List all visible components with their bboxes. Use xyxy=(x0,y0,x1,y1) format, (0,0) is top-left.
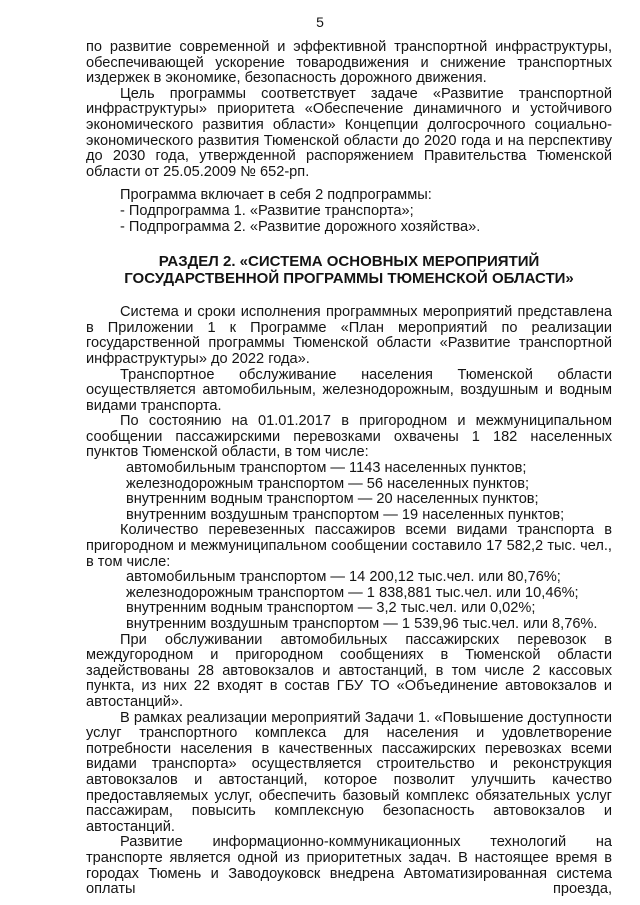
subprogram-item: - Подпрограмма 1. «Развитие транспорта»; xyxy=(120,202,414,219)
subprogram-item: - Подпрограмма 2. «Развитие дорожного хозяйства». xyxy=(120,218,481,235)
page-number: 5 xyxy=(316,14,324,30)
passengers-item: автомобильным транспортом — 14 200,12 тыс.чел. или 80,76%; xyxy=(126,569,561,586)
task1-paragraph: В рамках реализации мероприятий Задачи 1. «Повышение доступности услуг транспортного комплекса для населения и удовлетворение потребности населения в качественных пассажирских перевозках всеми видами транспорта» осуществляется строительство и реконструкция автовокзалов и автостанций, которое позволит улучшить качество предоставляемых услуг, обеспечить базовый комплекс обязательных услуг пассажирам, повысить комплексную безопасность автовокзалов и автостанций. xyxy=(86,709,612,835)
coverage-item: внутренним водным транспортом — 20 населенных пунктов; xyxy=(126,491,539,508)
section-title-line: РАЗДЕЛ 2. «СИСТЕМА ОСНОВНЫХ МЕРОПРИЯТИЙ xyxy=(158,253,540,271)
coverage-item: внутренним воздушным транспортом — 19 населенных пунктов; xyxy=(126,506,565,523)
it-paragraph: Развитие информационно-коммуникационных технологий на транспорте является одной из приоритетных задач. В настоящее время в городах Тюмень и Заводоуковск внедрена Автоматизированная система оплаты проезда, xyxy=(86,834,612,898)
goal-paragraph: Цель программы соответствует задаче «Развитие транспортной инфраструктуры» приоритета «Обеспечение динамичного и устойчивого экономического развития области» Концепции долгосрочного социально-экономического развития Тюменской области до 2020 года и на перспективу до 2030 года, утвержденной распоряжением Правительства Тюменской области от 25.05.2009 № 652-рп. xyxy=(86,85,612,180)
document-body xyxy=(86,40,612,898)
intro-paragraph: по развитие современной и эффективной транспортной инфраструктуры, обеспечивающей ускорение товародвижения и снижение транспортных издержек в экономике, безопасность дорожного движения. xyxy=(86,39,612,87)
subprograms-intro: Программа включает в себя 2 подпрограммы: xyxy=(120,187,432,204)
transport-service-paragraph: Транспортное обслуживание населения Тюменской области осуществляется автомобильным, железнодорожным, воздушным и водным видами транспорта. xyxy=(86,366,612,414)
coverage-item: железнодорожным транспортом — 56 населенных пунктов; xyxy=(126,475,530,492)
passengers-item: внутренним водным транспортом — 3,2 тыс.чел. или 0,02%; xyxy=(126,600,536,617)
system-paragraph: Система и сроки исполнения программных мероприятий представлена в Приложении 1 к Программе «План мероприятий по реализации государственной программы Тюменской области «Развитие транспортной инфраструктуры» до 2022 года». xyxy=(86,304,612,367)
passengers-item: внутренним воздушным транспортом — 1 539,96 тыс.чел. или 8,76%. xyxy=(126,616,598,632)
coverage-paragraph: По состоянию на 01.01.2017 в пригородном и межмуниципальном сообщении пассажирскими перевозками охвачены 1 182 населенных пунктов Тюменской области, в том числе: xyxy=(86,413,612,461)
stations-paragraph: При обслуживании автомобильных пассажирских перевозок в междугородном и пригородном сообщениях в Тюменской области задействованы 28 автовокзалов и автостанций, в том числе 2 кассовых пункта, из них 22 входят в состав ГБУ ТО «Объединение автовокзалов и автостанций». xyxy=(86,631,612,710)
passengers-item: железнодорожным транспортом — 1 838,881 тыс.чел. или 10,46%; xyxy=(126,584,579,601)
coverage-item: автомобильным транспортом — 1143 населенных пунктов; xyxy=(126,460,527,477)
passengers-paragraph: Количество перевезенных пассажиров всеми видами транспорта в пригородном и межмуниципальном сообщении составило 17 582,2 тыс. чел., в том числе: xyxy=(86,522,612,570)
section-title-line: ГОСУДАРСТВЕННОЙ ПРОГРАММЫ ТЮМЕНСКОЙ ОБЛАСТИ» xyxy=(124,270,574,288)
section-title xyxy=(86,253,612,287)
